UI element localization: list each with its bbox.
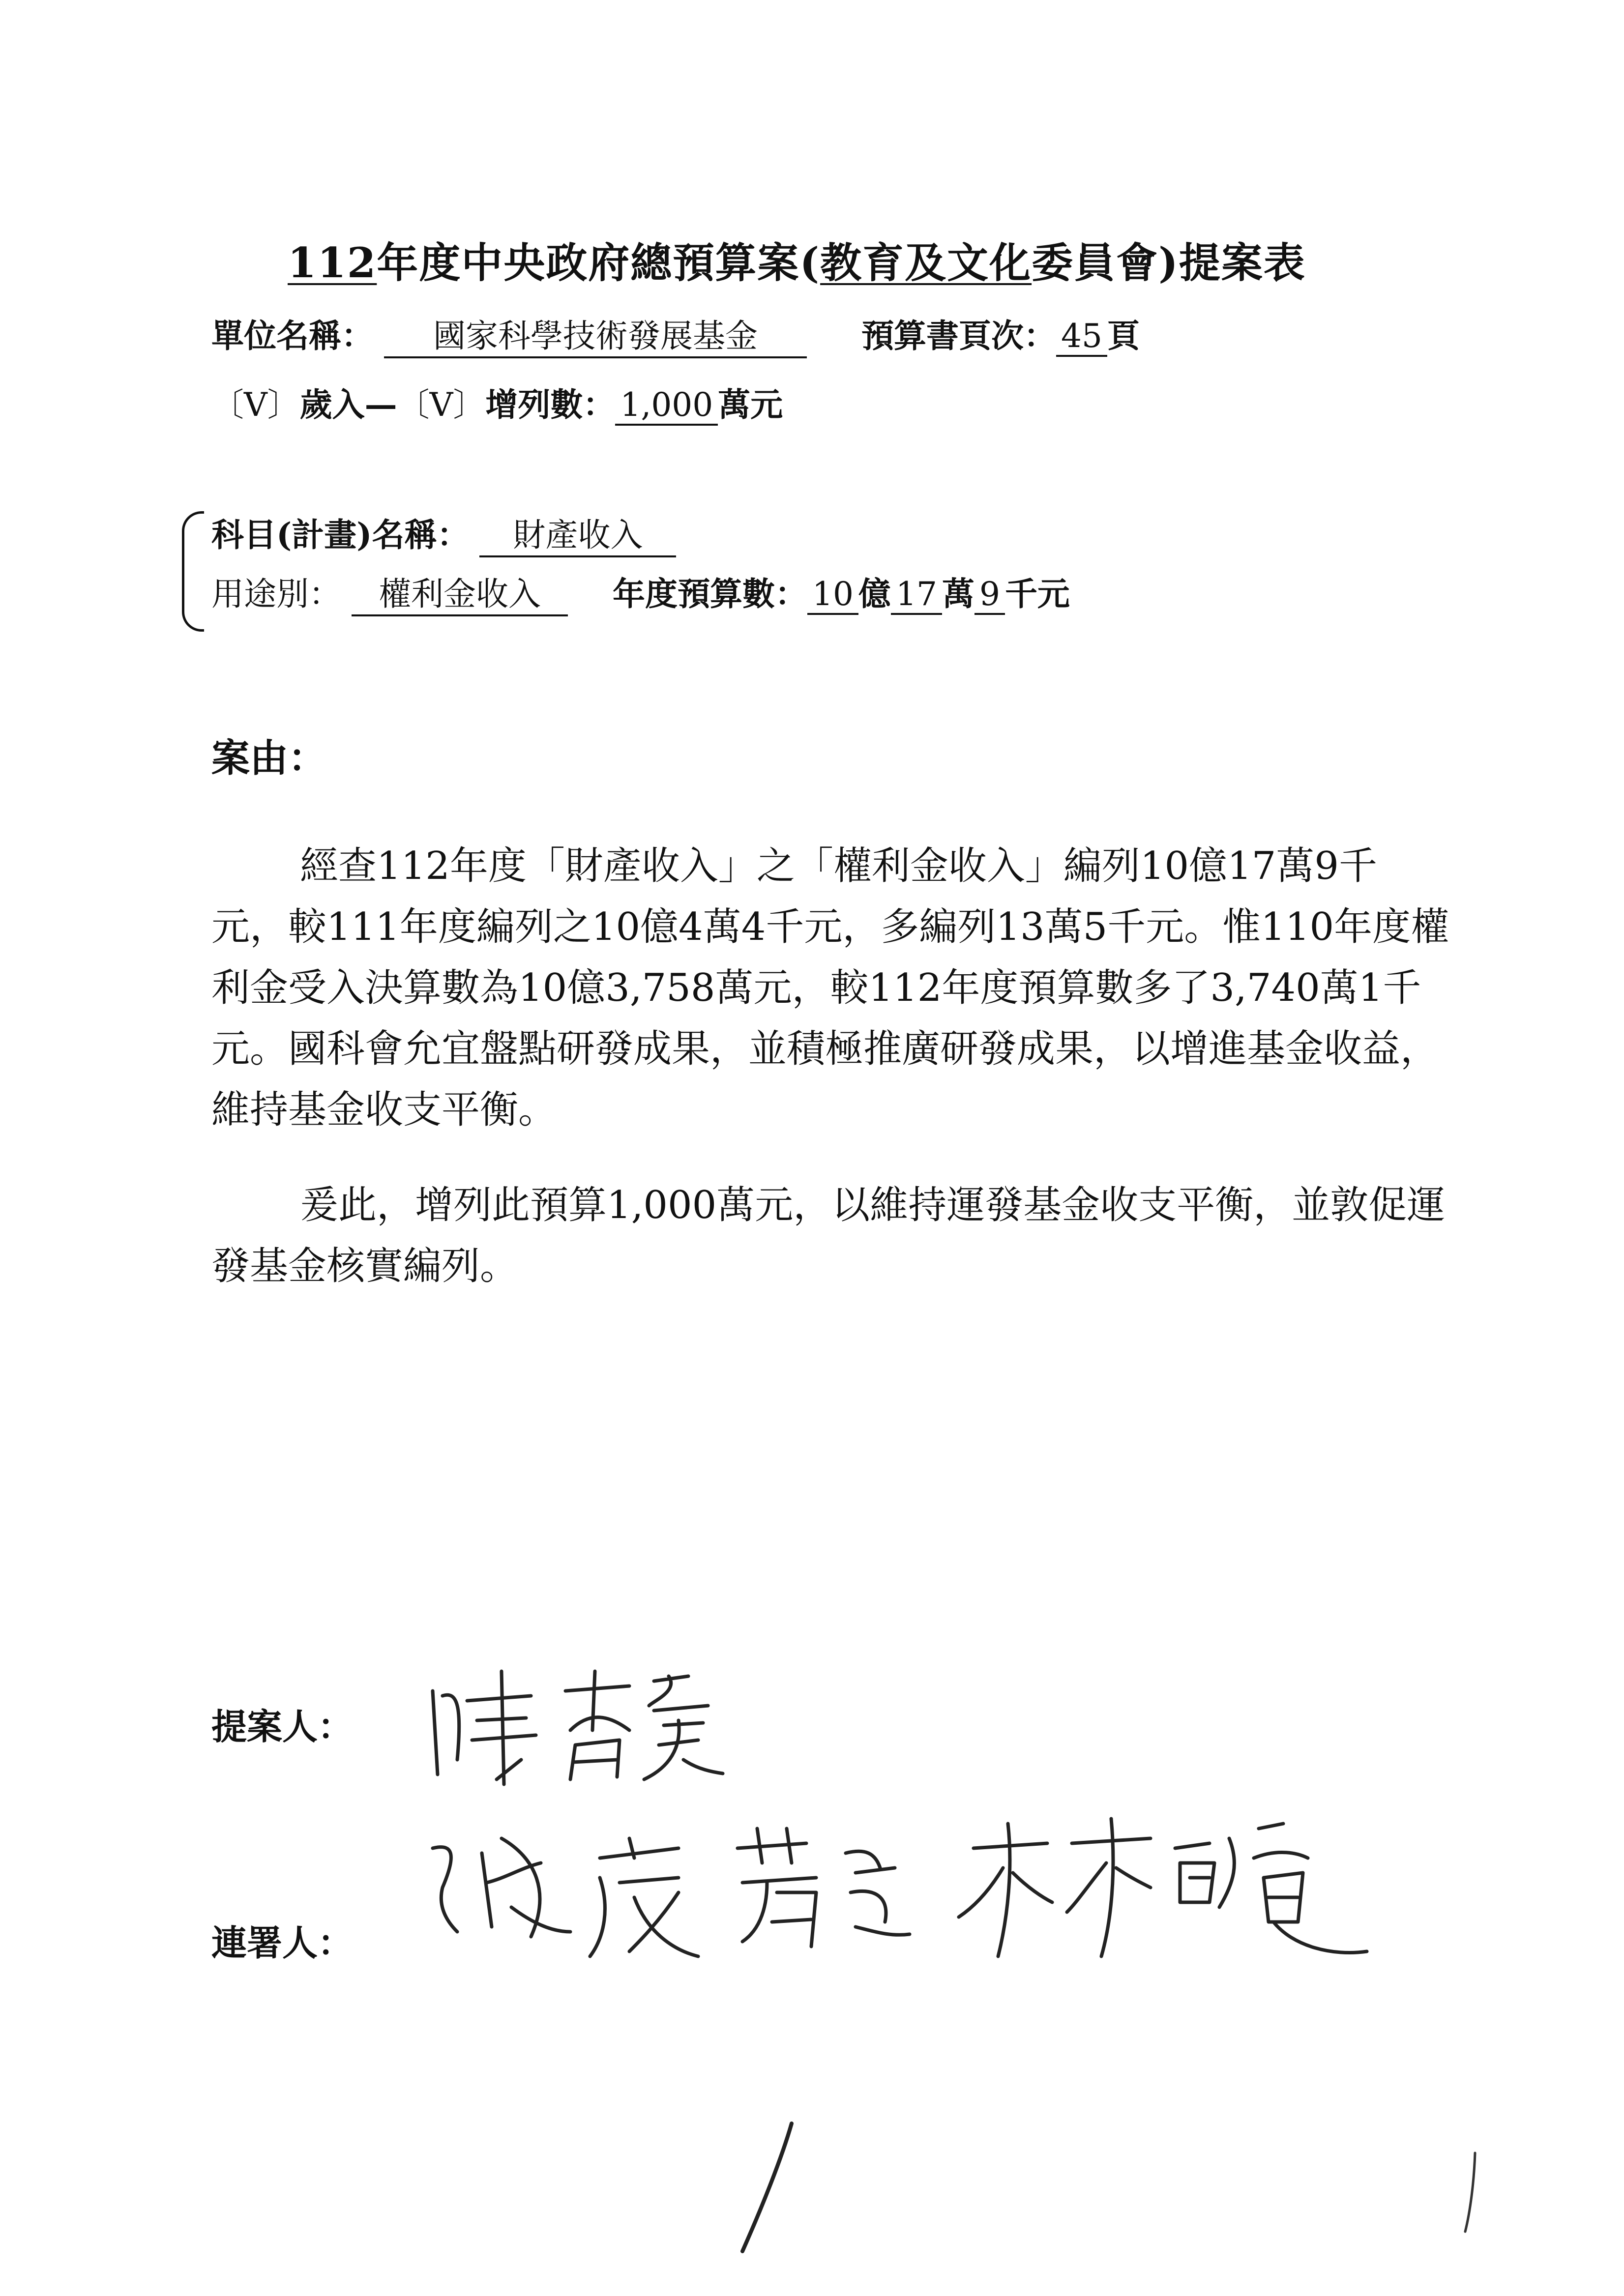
subject-row: [211, 509, 676, 557]
title-after: 委員會)提案表: [1032, 238, 1306, 287]
increase-label: 增列數：: [485, 385, 616, 424]
revenue-label: 歲入—: [299, 385, 397, 424]
cosigner-signature-1: [423, 1809, 1387, 1971]
pen-stroke-mark: [733, 2114, 801, 2261]
subject-label: 科目(計畫)名稱：: [211, 516, 470, 554]
unit-row: [211, 310, 1140, 358]
reason-heading: 案由：: [211, 736, 327, 781]
budget-label: 年度預算數：: [612, 575, 807, 613]
cosigner-label: 連署人：: [211, 1922, 354, 1964]
revenue-checkbox-1: 〔V〕: [211, 386, 300, 424]
proposer-signature: [423, 1661, 738, 1789]
reason-paragraph-2: 爰此，增列此預算1,000萬元，以維持運發基金收支平衡，並敦促運發基金核實編列。: [211, 1183, 1446, 1288]
unit-label: 單位名稱：: [211, 317, 374, 355]
budget-value-2: 17: [891, 575, 942, 615]
use-label: 用途別：: [211, 575, 341, 613]
title-committee: 教育及文化: [820, 238, 1032, 287]
page-value: 45: [1056, 317, 1107, 357]
proposer-label: 提案人：: [211, 1706, 354, 1747]
page-unit: 頁: [1107, 317, 1140, 355]
revenue-row: [211, 378, 783, 426]
budget-value-1: 10: [807, 575, 858, 615]
budget-unit-1: 億: [858, 575, 891, 613]
budget-unit-2: 萬: [942, 575, 974, 613]
pen-stroke-mark-2: [1455, 2143, 1485, 2241]
document-title: [288, 230, 1306, 290]
increase-amount: 1,000: [615, 386, 718, 426]
unit-name: 國家科學技術發展基金: [384, 310, 807, 358]
subject-brace: [182, 511, 204, 632]
title-before: 年度中央政府總預算案(: [377, 238, 821, 287]
revenue-checkbox-2: 〔V〕: [397, 386, 486, 424]
use-row: [211, 568, 1070, 616]
page-label: 預算書頁次：: [861, 317, 1056, 355]
budget-unit-3: 千元: [1004, 575, 1070, 613]
budget-value-3: 9: [974, 575, 1005, 615]
increase-unit: 萬元: [718, 385, 783, 424]
reason-paragraph-1: 經查112年度「財產收入」之「權利金收入」編列10億17萬9千元，較111年度編列之10億4萬4千元，多編列13萬5千元。惟110年度權利金受入決算數為10億3,758萬元，較112年度預算數多了3,740萬1千元。國科會允宜盤點研發成果，並積極推廣研發成果，以增進基金收益，維持基金收支平衡。: [211, 844, 1449, 1132]
use-value: 權利金收入: [352, 568, 568, 616]
title-year: 112: [288, 238, 377, 287]
subject-value: 財產收入: [479, 509, 676, 557]
